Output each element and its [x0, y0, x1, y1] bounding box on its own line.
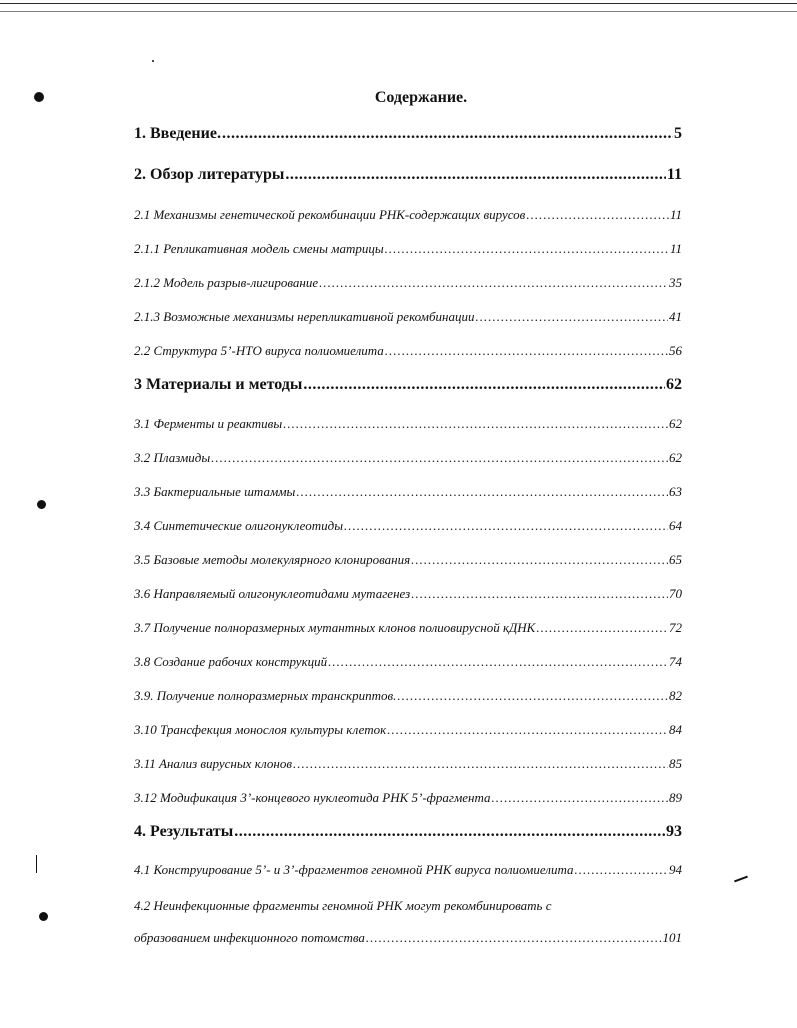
- toc-entry[interactable]: [134, 484, 682, 504]
- toc-leader: [293, 756, 668, 772]
- toc-leader: [303, 376, 665, 394]
- toc-page-number: 89: [669, 790, 682, 805]
- toc-page-number: 11: [669, 207, 682, 222]
- toc-page-number: 65: [669, 552, 682, 567]
- toc-page-number: 62: [669, 450, 682, 465]
- toc-page-number: 64: [669, 518, 682, 533]
- toc-entry[interactable]: [134, 688, 682, 708]
- toc-page-number: 84: [669, 722, 682, 737]
- toc-entry[interactable]: [134, 790, 682, 810]
- toc-entry[interactable]: [134, 552, 682, 572]
- toc-label: 3.6 Направляемый олигонуклеотидами мутагенез: [134, 586, 411, 601]
- toc-page-number: 5: [674, 125, 682, 142]
- page-title: Содержание.: [374, 89, 468, 106]
- toc-label: 3.10 Трансфекция монослоя культуры клеток: [134, 722, 387, 737]
- toc-wrapped-line-2[interactable]: [134, 930, 682, 950]
- toc-label: 2.1.3 Возможные механизмы нерепликативной рекомбинации: [134, 309, 475, 324]
- toc-page-number: 63: [669, 484, 682, 499]
- toc-page-number: 11: [666, 166, 682, 183]
- toc-leader: [296, 484, 668, 500]
- toc-label: 3.8 Создание рабочих конструкций: [134, 654, 328, 669]
- toc-leader: [344, 518, 668, 534]
- toc-page-number: 56: [669, 343, 682, 358]
- toc-leader: [385, 241, 669, 257]
- toc-entry[interactable]: [134, 416, 682, 436]
- toc-entry[interactable]: [134, 722, 682, 742]
- toc-entry[interactable]: [134, 343, 682, 363]
- toc-label: 2.1.2 Модель разрыв-лигирование: [134, 275, 319, 290]
- toc-page-number: 94: [669, 862, 682, 877]
- toc-leader: [475, 309, 668, 325]
- toc-label: 2.1 Механизмы генетической рекомбинации РНК-содержащих вирусов: [134, 207, 526, 222]
- toc-page-number: 82: [669, 688, 682, 703]
- toc-entry[interactable]: [134, 823, 682, 843]
- toc-entry[interactable]: [134, 862, 682, 882]
- toc-entry[interactable]: [134, 620, 682, 640]
- toc-entry[interactable]: [134, 586, 682, 606]
- toc-page-number: 62: [666, 376, 682, 393]
- toc-page-number: 70: [669, 586, 682, 601]
- toc-page-number: 35: [669, 275, 682, 290]
- toc-entry[interactable]: [134, 309, 682, 329]
- toc-label: 3.11 Анализ вирусных клонов: [134, 756, 292, 771]
- toc-leader: [328, 654, 668, 670]
- toc-label: 4. Результаты: [134, 823, 234, 840]
- toc-label: образованием инфекционного потомства: [134, 930, 365, 945]
- scan-speck: [734, 876, 748, 883]
- scan-speck: [36, 855, 37, 873]
- toc-leader: [385, 343, 668, 359]
- toc-label: 2. Обзор литературы: [134, 166, 285, 183]
- toc-label: 3.9. Получение полноразмерных транскриптов.: [134, 688, 397, 703]
- toc-label: 3.2 Плазмиды: [134, 450, 211, 465]
- toc-page-number: 72: [669, 620, 682, 635]
- toc-page-number: 93: [666, 823, 682, 840]
- toc-leader: [397, 688, 668, 704]
- toc-label: 3 Материалы и методы: [134, 376, 303, 393]
- toc-entry[interactable]: [134, 654, 682, 674]
- toc-entry[interactable]: [134, 518, 682, 538]
- toc-label: 2.2 Структура 5’-НТО вируса полиомиелита: [134, 343, 384, 358]
- toc-leader: [319, 275, 668, 291]
- toc-label: 3.12 Модификация 3’-концевого нуклеотида РНК 5’-фрагмента: [134, 790, 491, 805]
- toc-leader: [222, 125, 673, 143]
- toc-label: 3.3 Бактериальные штаммы: [134, 484, 296, 499]
- toc-entry[interactable]: [134, 376, 682, 396]
- toc-entry[interactable]: [134, 275, 682, 295]
- toc-leader: [211, 450, 668, 466]
- toc-leader: [492, 790, 668, 806]
- scan-speck: [152, 60, 154, 62]
- toc-leader: [283, 416, 668, 432]
- toc-leader: [234, 823, 665, 841]
- scan-edge-line: [0, 11, 797, 12]
- toc-page-number: 74: [669, 654, 682, 669]
- toc-leader: [285, 166, 666, 184]
- toc-label: 3.1 Ферменты и реактивы: [134, 416, 283, 431]
- toc-entry[interactable]: [134, 166, 682, 186]
- toc-leader: [387, 722, 668, 738]
- toc-label: 1. Введение.: [134, 125, 221, 142]
- toc-leader: [536, 620, 668, 636]
- toc-leader: [411, 552, 668, 568]
- toc-entry[interactable]: [134, 241, 682, 261]
- toc-wrapped-line-1: 4.2 Неинфекционные фрагменты геномной РНК могут рекомбинировать с: [134, 898, 552, 913]
- toc-page-number: 11: [669, 241, 682, 256]
- toc-label: 4.1 Конструирование 5’- и 3’-фрагментов геномной РНК вируса полиомиелита: [134, 862, 574, 877]
- toc-leader: [526, 207, 669, 223]
- toc-entry[interactable]: [134, 125, 682, 145]
- toc-label: 3.4 Синтетические олигонуклеотиды: [134, 518, 344, 533]
- toc-leader: [366, 930, 662, 946]
- scan-speck: [37, 500, 46, 509]
- toc-entry[interactable]: [134, 756, 682, 776]
- toc-entry[interactable]: [134, 207, 682, 227]
- toc-page-number: 62: [669, 416, 682, 431]
- toc-page-number: 85: [669, 756, 682, 771]
- toc-page-number: 101: [662, 930, 682, 945]
- toc-label: 2.1.1 Репликативная модель смены матрицы: [134, 241, 384, 256]
- toc-page-number: 41: [669, 309, 682, 324]
- toc-label: 3.5 Базовые методы молекулярного клонирования: [134, 552, 411, 567]
- toc-entry[interactable]: [134, 450, 682, 470]
- scan-speck: [39, 912, 48, 921]
- toc-label: 3.7 Получение полноразмерных мутантных клонов полиовирусной кДНК: [134, 620, 536, 635]
- scan-edge-line: [0, 3, 797, 4]
- toc-leader: [575, 862, 668, 878]
- toc-leader: [411, 586, 668, 602]
